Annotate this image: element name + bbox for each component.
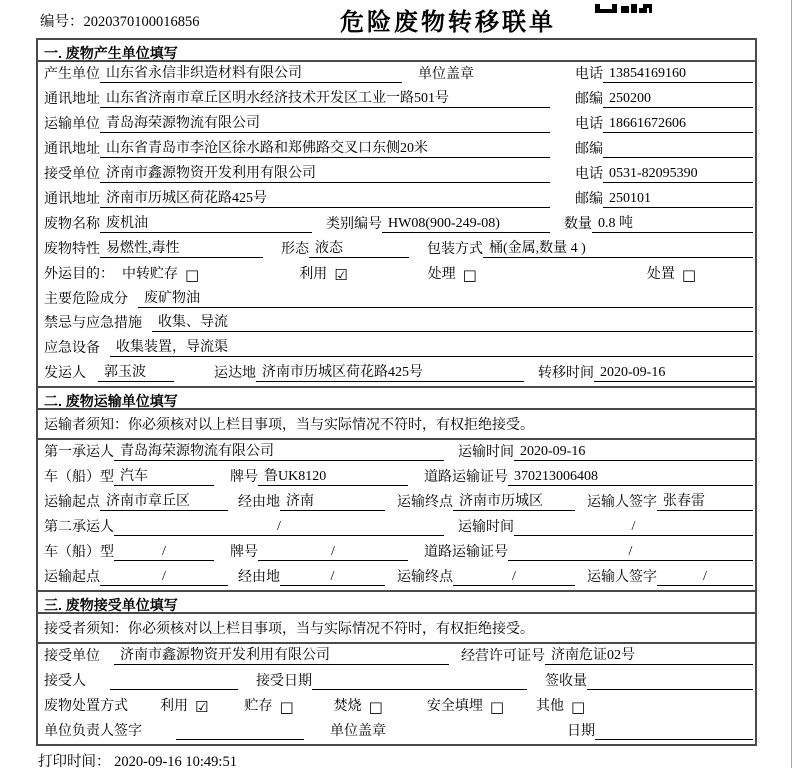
doc-number-label: 编号：: [40, 14, 84, 30]
taboo-value: 收集、导流: [152, 311, 753, 332]
carrier-sign-2-label: 运输人签字: [587, 570, 657, 586]
route-via-2-value: /: [280, 569, 385, 586]
row-receiver: [38, 162, 755, 187]
disposal-option-utilize: [160, 695, 208, 715]
checkbox-icon: □: [368, 697, 383, 716]
vehicle-type-label: 车（船）型: [44, 470, 114, 486]
packing-label: 包装方式: [427, 241, 483, 257]
unit-seal-label: 单位盖章: [418, 66, 474, 82]
row-waste-name: [38, 212, 755, 237]
receiver-notice: [38, 614, 755, 644]
hazard-value: 废矿物油: [138, 287, 753, 308]
row-transporter: [38, 112, 755, 137]
checkbox-icon: □: [185, 265, 200, 284]
purpose-option-treat: [428, 263, 477, 283]
row-vehicle-1: [38, 465, 755, 490]
purpose-option-utilize: [299, 263, 347, 283]
producer-phone-value: 13854169160: [603, 66, 753, 83]
checkbox-label: 贮存: [244, 698, 273, 714]
first-carrier-label: 第一承运人: [44, 445, 114, 461]
receiver-value: 济南市鑫源物资开发利用有限公司: [100, 162, 550, 183]
carrier-sign-value: 张春雷: [657, 490, 753, 511]
receiver-zip-label: 邮编: [575, 191, 603, 207]
waste-category-value: HW08(900-249-08): [382, 216, 550, 233]
waste-category-label: 类别编号: [326, 216, 382, 232]
row-first-carrier: [38, 440, 755, 465]
transporter-notice-label: 运输者须知：: [44, 418, 128, 434]
transporter-notice-text: 你必须核对以上栏目事项，当与实际情况不符时，有权拒绝接受。: [128, 418, 534, 434]
row-dispatcher: [38, 361, 755, 386]
checkbox-icon: □: [571, 697, 586, 716]
checkbox-label: 利用: [299, 266, 328, 282]
document-header: [0, 0, 796, 38]
carrier-sign-label: 运输人签字: [587, 495, 657, 511]
plate-value: 鲁UK8120: [258, 465, 408, 486]
producer-address-label: 通讯地址: [44, 91, 100, 107]
purpose-option-storage: [122, 263, 199, 283]
dispatcher-label: 发运人: [44, 366, 86, 382]
row-producer-address: [38, 87, 755, 112]
page-edge-line: [791, 0, 792, 768]
transporter-label: 运输单位: [44, 116, 100, 132]
sign-date-value: [595, 723, 753, 740]
receiver-label: 接受单位: [44, 166, 100, 182]
accept-unit-value: 济南市鑫源物资开发利用有限公司: [114, 644, 449, 665]
row-waste-properties: [38, 237, 755, 262]
packing-value: 桶(金属,数量 4 ): [483, 237, 753, 258]
second-carrier-label: 第二承运人: [44, 520, 114, 536]
transport-time-2-value: /: [514, 519, 753, 536]
route-end-value: 济南市历城区: [453, 490, 575, 511]
section-2-header: 二. 废物运输单位填写: [38, 386, 755, 410]
producer-zip-value: 250200: [603, 91, 753, 108]
vehicle-type-2-value: /: [114, 544, 214, 561]
producer-label: 产生单位: [44, 66, 100, 82]
road-cert-value: 370213006408: [508, 469, 753, 486]
receiver-address-label: 通讯地址: [44, 191, 100, 207]
disposal-option-incinerate: [334, 695, 383, 715]
checkbox-label: 处置: [646, 266, 675, 282]
row-accept-unit: [38, 644, 755, 669]
transport-time-value: 2020-09-16: [514, 444, 753, 461]
receiver-phone-value: 0531-82095390: [603, 166, 753, 183]
waste-prop-label: 废物特性: [44, 241, 100, 257]
row-vehicle-2: [38, 540, 755, 565]
route-start-label: 运输起点: [44, 495, 100, 511]
checkbox-checked-icon: ☑: [195, 697, 209, 716]
checkbox-label: 中转贮存: [122, 266, 178, 282]
sign-date-label: 日期: [567, 723, 595, 739]
plate-2-label: 牌号: [230, 545, 258, 561]
route-end-2-value: /: [453, 569, 575, 586]
dispatcher-value: 郭玉波: [98, 361, 174, 382]
checkbox-label: 焚烧: [333, 698, 362, 714]
checkbox-label: 处理: [427, 266, 456, 282]
qr-code-fragment-icon: [595, 0, 652, 9]
purpose-label: 外运目的：: [44, 266, 114, 282]
transporter-phone-value: 18661672606: [603, 116, 753, 133]
route-start-value: 济南市章丘区: [100, 490, 228, 511]
transfer-time-label: 转移时间: [538, 366, 594, 382]
responsible-sign-value: [176, 723, 304, 740]
waste-qty-value: 0.8 吨: [592, 212, 753, 233]
waste-form-label: 形态: [281, 241, 309, 257]
row-responsible-sign: [38, 719, 755, 744]
transporter-value: 青岛海荣源物流有限公司: [100, 112, 550, 133]
producer-phone-label: 电话: [575, 66, 603, 82]
row-hazard-component: [38, 287, 755, 312]
transfer-time-value: 2020-09-16: [594, 365, 753, 382]
purpose-option-dispose: [647, 263, 696, 283]
checkbox-label: 安全填埋: [426, 698, 483, 714]
carrier-sign-2-value: /: [657, 569, 753, 586]
equipment-label: 应急设备: [44, 341, 100, 357]
waste-form-value: 液态: [309, 237, 409, 258]
road-cert-2-label: 道路运输证号: [424, 545, 508, 561]
row-second-carrier: [38, 515, 755, 540]
disposal-option-other: [536, 695, 585, 715]
row-transporter-address: [38, 137, 755, 162]
row-emergency-equipment: [38, 336, 755, 361]
print-time-label: 打印时间：: [38, 754, 111, 770]
checkbox-icon: □: [489, 697, 505, 716]
equipment-value: 收集装置，导流渠: [110, 336, 753, 357]
first-carrier-value: 青岛海荣源物流有限公司: [114, 440, 444, 461]
checkbox-checked-icon: ☑: [334, 265, 348, 284]
row-route-2: [38, 565, 755, 590]
route-via-label: 经由地: [238, 495, 280, 511]
received-qty-label: 签收量: [545, 674, 587, 690]
road-cert-2-value: /: [508, 544, 753, 561]
road-cert-label: 道路运输证号: [424, 470, 508, 486]
section-1-header: 一. 废物产生单位填写: [38, 40, 755, 62]
waste-name-value: 废机油: [100, 212, 312, 233]
row-transfer-purpose: [38, 262, 755, 287]
producer-value: 山东省永信非织造材料有限公司: [100, 62, 402, 83]
row-taboo-measures: [38, 312, 755, 337]
doc-number-value: 2020370100016856: [83, 14, 200, 30]
transporter-phone-label: 电话: [575, 116, 603, 132]
transporter-address-value: 山东省青岛市李沧区徐水路和郑佛路交叉口东侧20米: [100, 137, 550, 158]
page-title: 危险废物转移联单: [340, 9, 556, 36]
accept-person-label: 接受人: [44, 674, 86, 690]
section-3-header: 三. 废物接受单位填写: [38, 590, 755, 614]
received-qty-value: [587, 673, 753, 690]
route-end-label: 运输终点: [397, 495, 453, 511]
route-via-2-label: 经由地: [238, 570, 280, 586]
waste-name-label: 废物名称: [44, 216, 100, 232]
accept-unit-label: 接受单位: [44, 649, 100, 665]
receiver-zip-value: 250101: [603, 191, 753, 208]
checkbox-label: 利用: [160, 698, 188, 714]
disposal-label: 废物处置方式: [44, 698, 128, 714]
vehicle-type-2-label: 车（船）型: [44, 545, 114, 561]
transport-time-2-label: 运输时间: [458, 520, 514, 536]
unit-seal-2-label: 单位盖章: [330, 723, 386, 739]
row-receiver-address: [38, 187, 755, 212]
taboo-label: 禁忌与应急措施: [44, 316, 142, 332]
destination-value: 济南市历城区荷花路425号: [256, 361, 524, 382]
destination-label: 运达地: [214, 366, 256, 382]
row-route-1: [38, 490, 755, 515]
responsible-sign-label: 单位负责人签字: [44, 723, 142, 739]
plate-2-value: /: [258, 544, 408, 561]
row-producer: [38, 62, 755, 87]
checkbox-icon: □: [462, 265, 477, 284]
manifest-form-table: [36, 38, 757, 746]
waste-qty-label: 数量: [564, 216, 592, 232]
permit-label: 经营许可证号: [461, 649, 545, 665]
route-end-2-label: 运输终点: [397, 570, 453, 586]
permit-value: 济南危证02号: [545, 644, 753, 665]
transport-time-label: 运输时间: [458, 445, 514, 461]
transporter-zip-label: 邮编: [575, 141, 603, 157]
route-start-2-label: 运输起点: [44, 570, 100, 586]
transporter-zip-value: [603, 141, 753, 158]
receiver-notice-text: 你必须核对以上栏目事项，当与实际情况不符时，有权拒绝接受。: [128, 622, 534, 638]
route-start-2-value: /: [100, 569, 228, 586]
accept-date-value: [312, 673, 527, 690]
print-time-value: 2020-09-16 10:49:51: [114, 754, 237, 770]
disposal-option-landfill: [427, 695, 504, 715]
accept-date-label: 接受日期: [256, 674, 312, 690]
transporter-address-label: 通讯地址: [44, 141, 100, 157]
receiver-address-value: 济南市历城区荷花路425号: [100, 187, 550, 208]
row-disposal-method: [38, 694, 755, 719]
waste-prop-value: 易燃性,毒性: [100, 237, 263, 258]
receiver-phone-label: 电话: [575, 166, 603, 182]
plate-label: 牌号: [230, 470, 258, 486]
row-accept-person: [38, 669, 755, 694]
accept-person-value: [110, 673, 238, 690]
second-carrier-value: /: [114, 519, 444, 536]
checkbox-label: 其他: [536, 698, 565, 714]
checkbox-icon: □: [279, 697, 294, 716]
checkbox-icon: □: [681, 265, 697, 284]
producer-address-value: 山东省济南市章丘区明水经济技术开发区工业一路501号: [100, 87, 550, 108]
producer-zip-label: 邮编: [575, 91, 603, 107]
disposal-option-store: [244, 695, 293, 715]
route-via-value: 济南: [280, 490, 385, 511]
transporter-notice: [38, 410, 755, 440]
receiver-notice-label: 接受者须知：: [44, 622, 128, 638]
hazard-label: 主要危险成分: [44, 291, 128, 307]
vehicle-type-value: 汽车: [114, 465, 214, 486]
